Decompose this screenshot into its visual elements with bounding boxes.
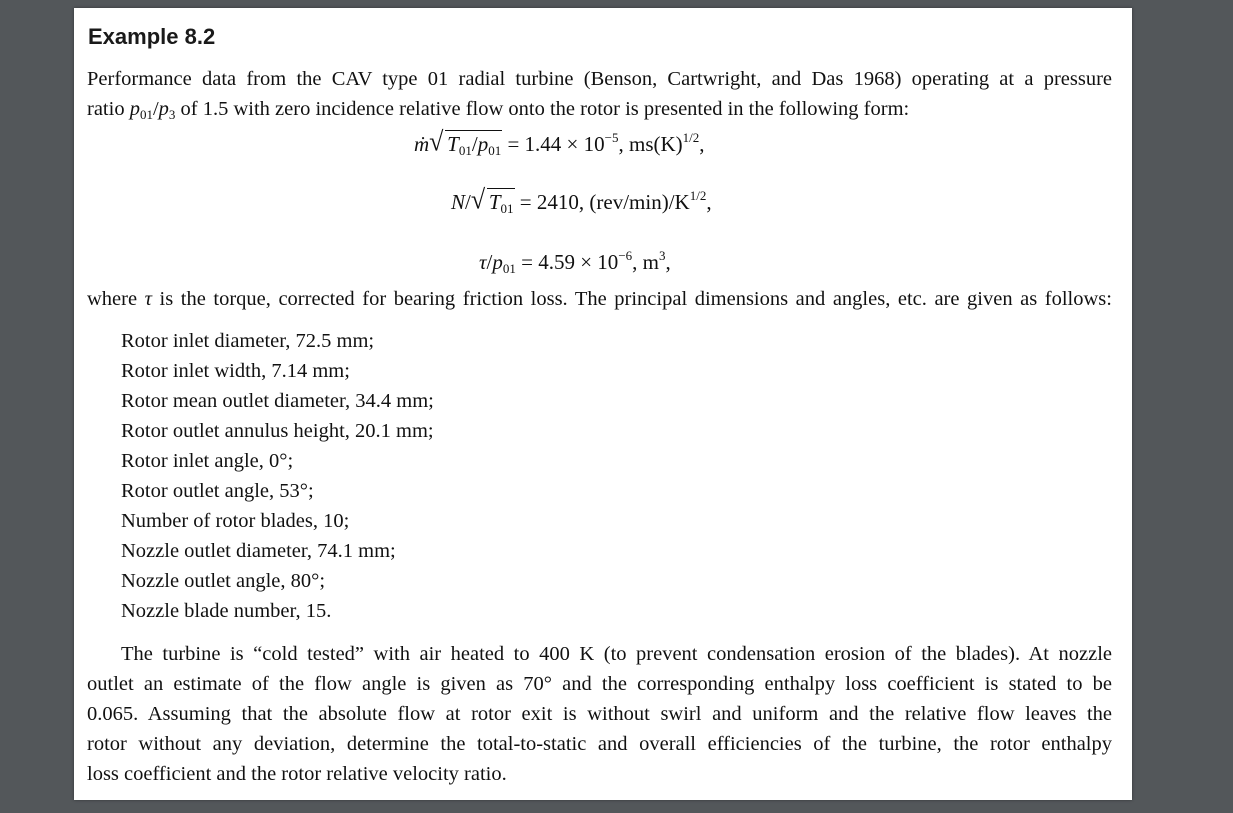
- equation-torque: $\tau/p_{01} = 4.59 \times 10^{-6}$, $m^3$,: [479, 248, 671, 276]
- list-item: Rotor mean outlet diameter, 34.4 mm;: [121, 390, 434, 412]
- list-item: Rotor inlet diameter, 72.5 mm;: [121, 330, 375, 352]
- final-line-1: The turbine is “cold tested” with air heated to 400 K (to prevent condensation erosion of the blades). At nozzle: [121, 643, 1112, 665]
- list-item: Rotor outlet annulus height, 20.1 mm;: [121, 420, 434, 442]
- final-line-3: 0.065. Assuming that the absolute flow at rotor exit is without swirl and uniform and the relative flow leaves the: [87, 703, 1112, 725]
- list-item: Nozzle outlet angle, 80°;: [121, 570, 326, 592]
- document-page: [74, 8, 1132, 800]
- where-paragraph: where τ is the torque, corrected for bearing friction loss. The principal dimensions and angles, etc. are given as follows:: [87, 288, 1112, 310]
- example-title: Example 8.2: [88, 24, 216, 49]
- list-item: Nozzle blade number, 15.: [121, 600, 332, 622]
- intro-paragraph: [87, 64, 1112, 130]
- list-item: Rotor inlet angle, 0°;: [121, 450, 294, 472]
- list-item: Number of rotor blades, 10;: [121, 510, 350, 532]
- list-item: Rotor outlet angle, 53°;: [121, 480, 314, 502]
- list-item: Rotor inlet width, 7.14 mm;: [121, 360, 350, 382]
- intro-line-2: ratio $p_{01}/p_3$ of 1.5 with zero incidence relative flow onto the rotor is presented in the following form:: [87, 98, 910, 122]
- equation-mass-flow: ṁ √ $T_{01}/p_{01} = 1.44 \times 10^{-5}$, $ms(K)^{1/2}$,: [414, 126, 705, 158]
- final-paragraph: [87, 639, 1112, 789]
- intro-line-1: Performance data from the CAV type 01 radial turbine (Benson, Cartwright, and Das 1968) operating at a pressure: [87, 68, 1112, 90]
- list-item: Nozzle outlet diameter, 74.1 mm;: [121, 540, 396, 562]
- final-line-5: loss coefficient and the rotor relative velocity ratio.: [87, 763, 507, 785]
- final-line-4: rotor without any deviation, determine the total-to-static and overall efficiencies of the turbine, the rotor enthalpy: [87, 733, 1112, 755]
- final-line-2: outlet an estimate of the flow angle is given as 70° and the corresponding enthalpy loss coefficient is stated to be: [87, 673, 1112, 695]
- specification-list: [121, 326, 434, 626]
- equation-speed: N/ √ $T_{01} = 2410$, $(rev/\min)/K^{1/2}$,: [451, 184, 712, 216]
